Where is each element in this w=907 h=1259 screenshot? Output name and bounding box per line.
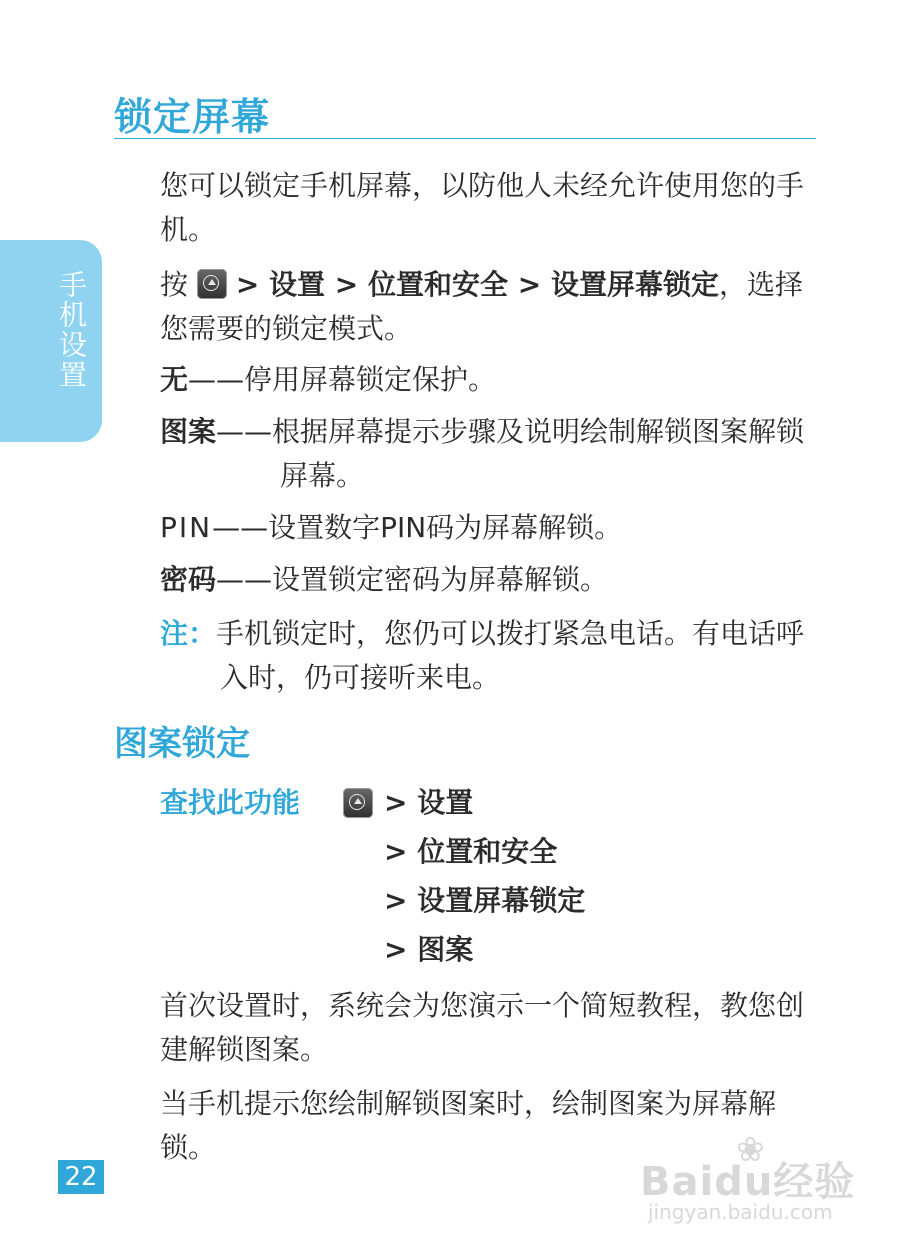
mode-desc: ——设置锁定密码为屏幕解锁。 xyxy=(216,563,609,596)
mode-item xyxy=(160,358,820,402)
mode-desc: ——根据屏幕提示步骤及说明绘制解锁图案解锁屏幕。 xyxy=(216,415,805,492)
note-label: 注： xyxy=(160,617,217,650)
path-step: > 位置和安全 xyxy=(384,835,558,868)
mode-desc: ——设置数字PIN码为屏幕解锁。 xyxy=(212,511,623,544)
home-icon xyxy=(197,269,227,299)
find-feature-label: 查找此功能 xyxy=(160,786,301,819)
instruction-paragraph xyxy=(160,263,820,351)
instruction-path: > 设置 > 位置和安全 > 设置屏幕锁定 xyxy=(235,268,719,301)
mode-item xyxy=(160,410,820,498)
side-tab-label: 手机设置 xyxy=(55,270,88,390)
mode-term: 密码 xyxy=(160,563,217,596)
watermark-url: jingyan.baidu.com xyxy=(648,1200,833,1224)
note xyxy=(160,612,820,700)
mode-term: 无 xyxy=(160,363,189,396)
mode-item xyxy=(160,558,820,602)
mode-term: 图案 xyxy=(160,415,217,448)
paragraph: 首次设置时，系统会为您演示一个简短教程，教您创建解锁图案。 xyxy=(160,989,805,1066)
section-title: 图案锁定 xyxy=(114,724,250,764)
path-step: > 设置 xyxy=(384,786,474,819)
note-text: 手机锁定时，您仍可以拨打紧急电话。有电话呼入时，仍可接听来电。 xyxy=(216,617,805,694)
path-step: > 设置屏幕锁定 xyxy=(384,884,586,917)
home-icon xyxy=(343,788,373,818)
mode-term: PIN xyxy=(160,511,213,544)
watermark xyxy=(640,1130,860,1230)
path-step: > 图案 xyxy=(384,933,474,966)
watermark-logo: Baidu经验 xyxy=(640,1159,856,1205)
mode-item xyxy=(160,506,820,550)
page-title: 锁定屏幕 xyxy=(114,95,271,139)
mode-desc: ——停用屏幕锁定保护。 xyxy=(188,363,497,396)
page-number: 22 xyxy=(58,1160,104,1194)
side-tab xyxy=(0,240,102,442)
instruction-suffix: ，选择您需要的锁定模式。 xyxy=(160,268,803,345)
intro-paragraph: 您可以锁定手机屏幕，以防他人未经允许使用您的手机。 xyxy=(160,169,805,246)
title-divider xyxy=(114,138,816,139)
paw-icon: ❀ xyxy=(736,1130,765,1170)
paragraph: 当手机提示您绘制解锁图案时，绘制图案为屏幕解锁。 xyxy=(160,1087,777,1164)
instruction-prefix: 按 xyxy=(160,268,189,301)
